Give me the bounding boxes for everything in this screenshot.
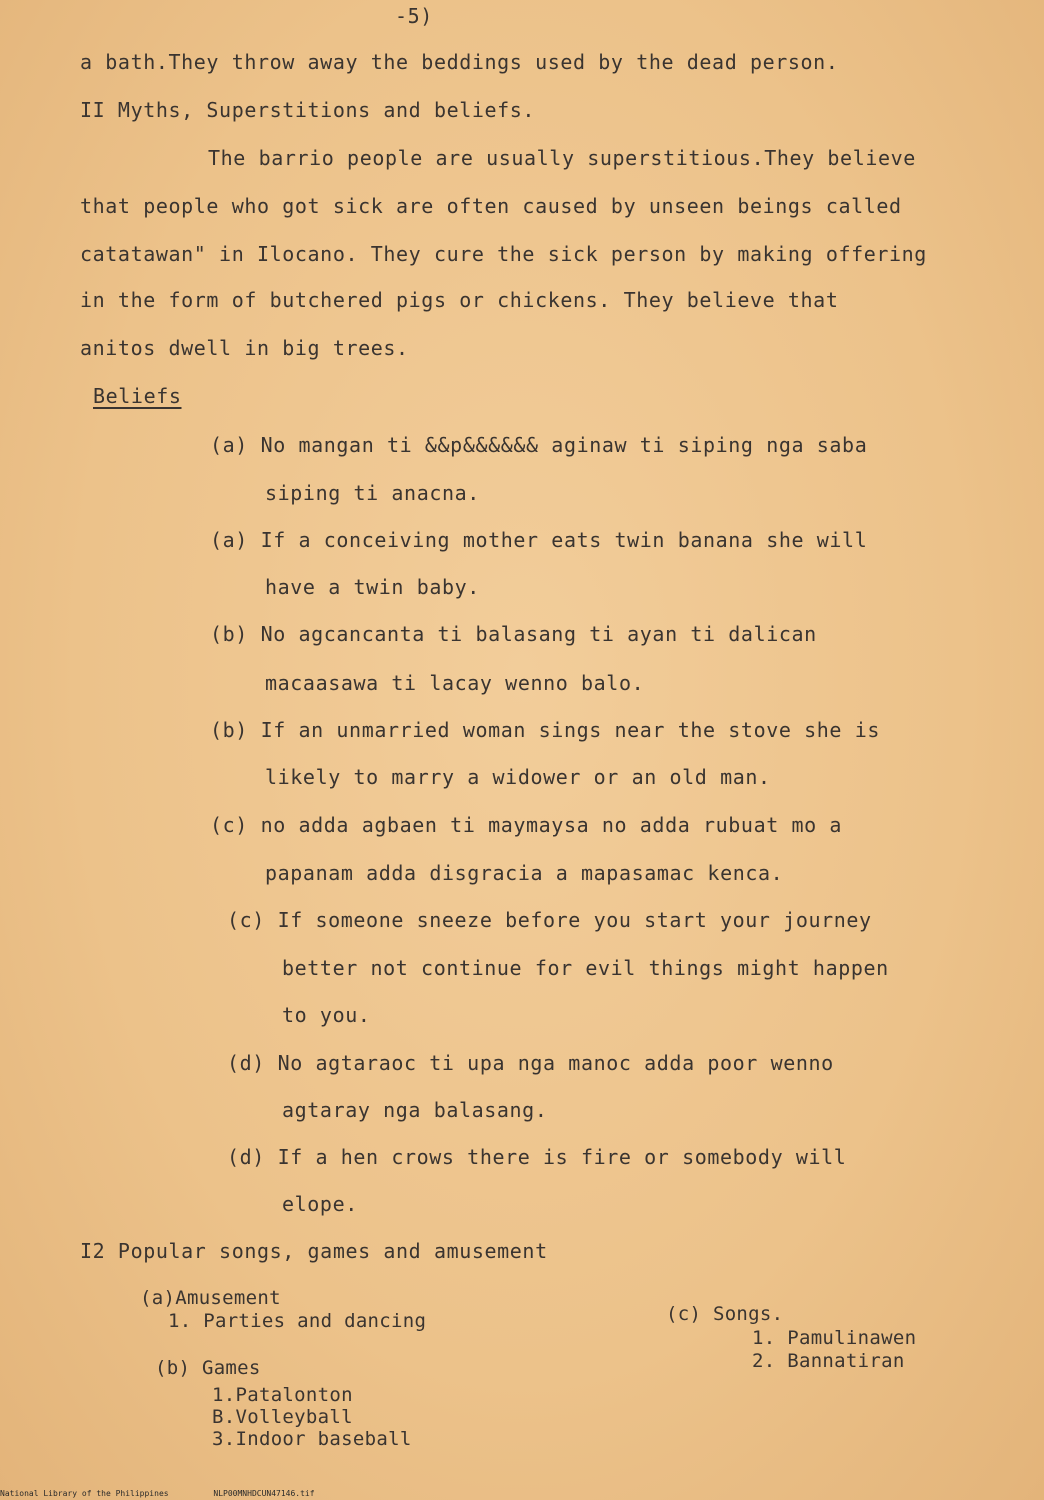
belief-line: (c) If someone sneeze before you start your journey bbox=[227, 908, 872, 932]
scan-footer bbox=[0, 1489, 355, 1498]
belief-line: (c) no adda agbaen ti maymaysa no adda rubuat mo a bbox=[210, 813, 843, 837]
text-line: The barrio people are usually superstitious.They believe bbox=[208, 146, 916, 170]
section-heading-songs-games: I2 Popular songs, games and amusement bbox=[80, 1239, 548, 1263]
text-line: a bath.They throw away the beddings used by the dead person. bbox=[80, 50, 839, 74]
belief-line: (b) No agcancanta ti balasang ti ayan ti dalican bbox=[210, 622, 817, 646]
games-item: 3.Indoor baseball bbox=[212, 1428, 412, 1450]
belief-line: (a) If a conceiving mother eats twin banana she will bbox=[210, 528, 868, 552]
belief-line: better not continue for evil things might happen bbox=[282, 956, 889, 980]
belief-line: (a) No mangan ti &&p&&&&&& aginaw ti siping nga saba bbox=[210, 433, 868, 457]
belief-line: (d) If a hen crows there is fire or somebody will bbox=[227, 1145, 847, 1169]
songs-item: 2. Bannatiran bbox=[752, 1350, 905, 1372]
belief-line: to you. bbox=[282, 1003, 371, 1027]
text-line: anitos dwell in big trees. bbox=[80, 336, 409, 360]
songs-heading: (c) Songs. bbox=[666, 1303, 784, 1325]
games-item: B.Volleyball bbox=[212, 1406, 353, 1428]
footer-file: NLP00MNHDCUN47146.tif bbox=[213, 1489, 315, 1498]
amusement-item: 1. Parties and dancing bbox=[168, 1310, 427, 1332]
belief-line: elope. bbox=[282, 1192, 358, 1216]
games-heading: (b) Games bbox=[155, 1357, 261, 1379]
belief-line: have a twin baby. bbox=[265, 575, 480, 599]
text-line: catatawan" in Ilocano. They cure the sick person by making offering bbox=[80, 242, 927, 266]
belief-line: papanam adda disgracia a mapasamac kenca. bbox=[265, 861, 784, 885]
page-number: -5) bbox=[395, 4, 433, 28]
belief-line: macaasawa ti lacay wenno balo. bbox=[265, 671, 645, 695]
text-line: in the form of butchered pigs or chickens. They believe that bbox=[80, 288, 839, 312]
belief-line: siping ti anacna. bbox=[265, 481, 480, 505]
songs-item: 1. Pamulinawen bbox=[752, 1327, 917, 1349]
beliefs-heading: Beliefs bbox=[93, 384, 182, 408]
belief-line: agtaray nga balasang. bbox=[282, 1098, 548, 1122]
footer-library: National Library of the Philippines bbox=[0, 1489, 169, 1498]
games-item: 1.Patalonton bbox=[212, 1384, 353, 1406]
belief-line: (d) No agtaraoc ti upa nga manoc adda poor wenno bbox=[227, 1051, 834, 1075]
belief-line: (b) If an unmarried woman sings near the stove she is bbox=[210, 718, 880, 742]
belief-line: likely to marry a widower or an old man. bbox=[265, 765, 771, 789]
amusement-heading: (a)Amusement bbox=[140, 1287, 281, 1309]
text-line: that people who got sick are often caused by unseen beings called bbox=[80, 194, 902, 218]
section-heading-myths: II Myths, Superstitions and beliefs. bbox=[80, 98, 536, 122]
